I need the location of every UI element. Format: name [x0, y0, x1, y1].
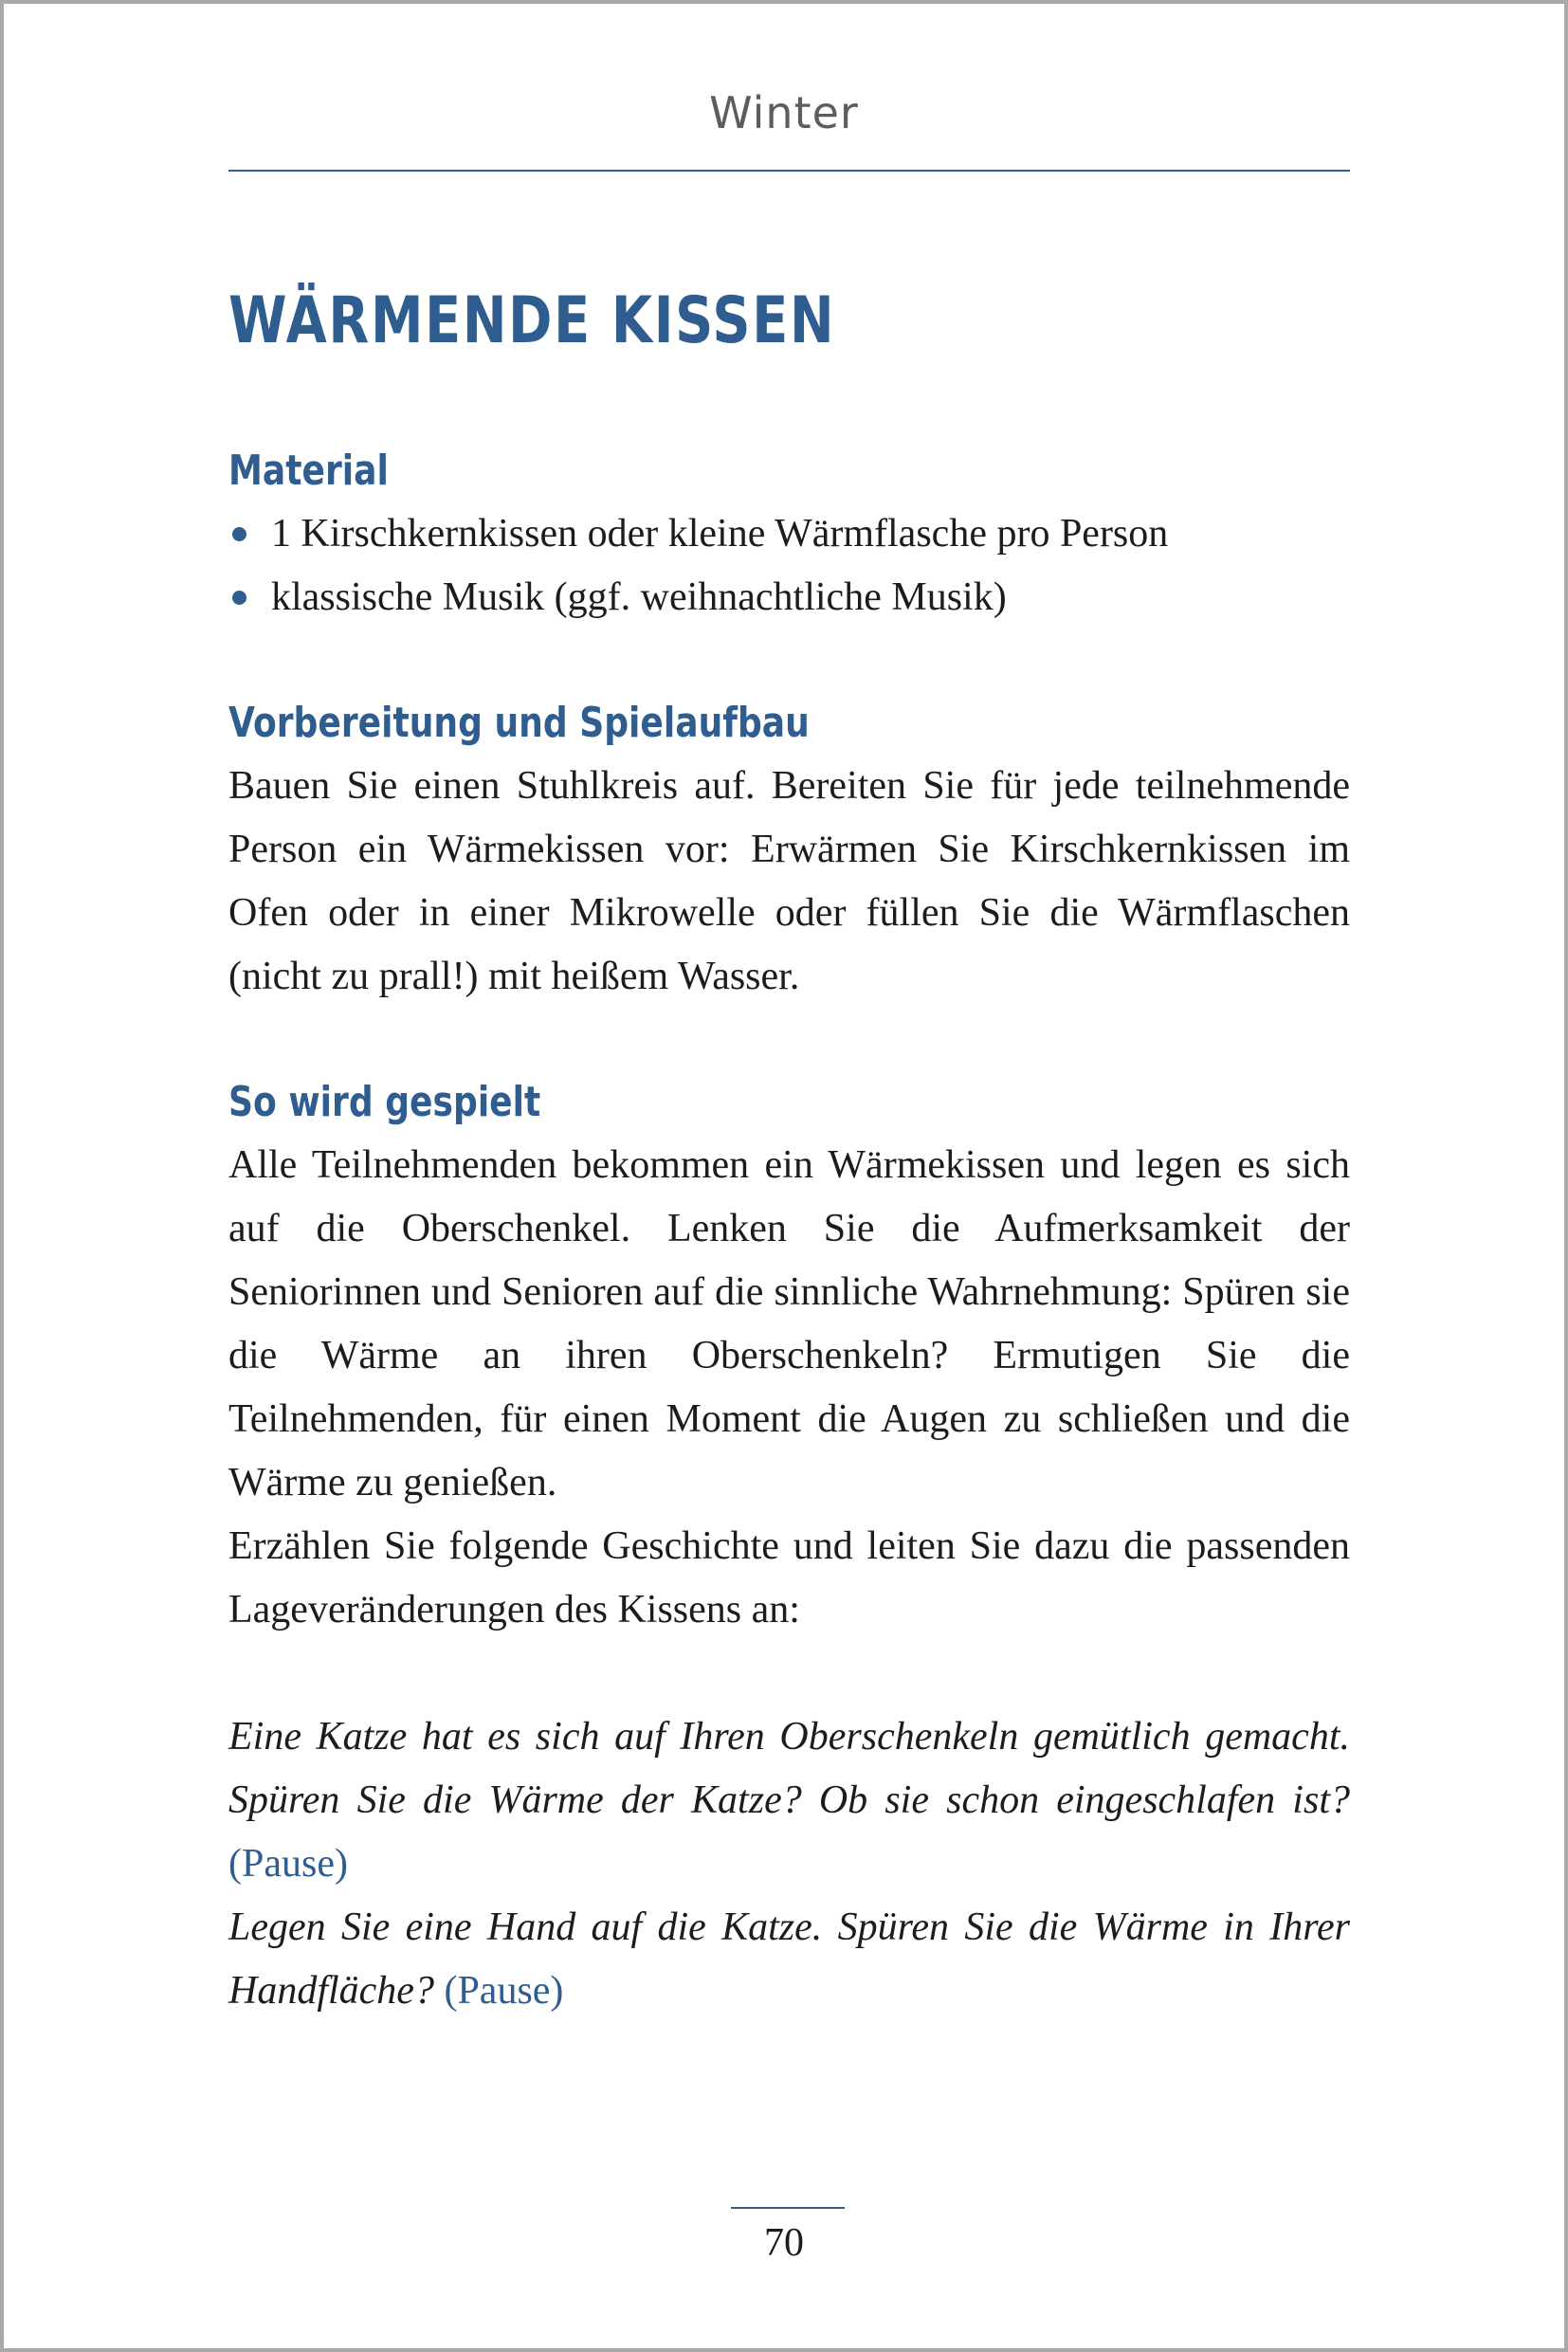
material-item-text: klassische Musik (ggf. weihnachtliche Musik): [271, 575, 1007, 619]
material-heading: Material: [228, 447, 389, 495]
story-line: [228, 1705, 1350, 1896]
footer-divider: [731, 2207, 845, 2209]
story-text: Legen Sie eine Hand auf die Katze. Spüren Sie die Wärme in Ihrer Handfläche?: [228, 1905, 1350, 2013]
pause-note: (Pause): [444, 1969, 564, 2013]
gameplay-paragraph: Erzählen Sie folgende Geschichte und leiten Sie dazu die passenden Lageveränderungen des Kissens an:: [228, 1524, 1350, 1632]
running-head: Winter: [709, 87, 859, 138]
story-text: Eine Katze hat es sich auf Ihren Oberschenkeln gemütlich gemacht. Spüren Sie die Wärme der Katze? Ob sie schon eingeschlafen ist?: [228, 1715, 1350, 1822]
material-item: [228, 502, 1350, 566]
story-line: [228, 1896, 1350, 2023]
page-content: [228, 279, 1350, 2023]
preparation-text: Bauen Sie einen Stuhlkreis auf. Bereiten Sie für jede teilnehmende Person ein Wärmekissen vor: Erwärmen Sie Kirschkernkissen im Ofen oder in einer Mikrowelle oder füllen Sie die Wärmflaschen (nicht zu prall!) mit heißem Wasser.: [228, 764, 1350, 998]
bullet-icon: [232, 591, 246, 605]
page-number: 70: [764, 2221, 804, 2265]
material-item-text: 1 Kirschkernkissen oder kleine Wärmflasche pro Person: [271, 512, 1169, 556]
preparation-heading: Vorbereitung und Spielaufbau: [228, 699, 810, 747]
bullet-icon: [232, 527, 246, 541]
page-title: WÄRMENDE KISSEN: [228, 283, 836, 358]
material-item: [228, 566, 1350, 629]
material-list: [228, 502, 1350, 629]
pause-note: (Pause): [228, 1842, 348, 1886]
header-divider: [228, 170, 1350, 172]
gameplay-heading: So wird gespielt: [228, 1078, 541, 1126]
gameplay-paragraph: Alle Teilnehmenden bekommen ein Wärmekissen und legen es sich auf die Oberschenkel. Lenken Sie die Aufmerksamkeit der Seniorinnen und Senioren auf die sinnliche Wahrnehmung: Spüren sie die Wärme an ihren Oberschenkeln? Ermutigen Sie die Teilnehmenden, für einen Moment die Augen zu schließen und die Wärme zu genießen.: [228, 1143, 1350, 1504]
